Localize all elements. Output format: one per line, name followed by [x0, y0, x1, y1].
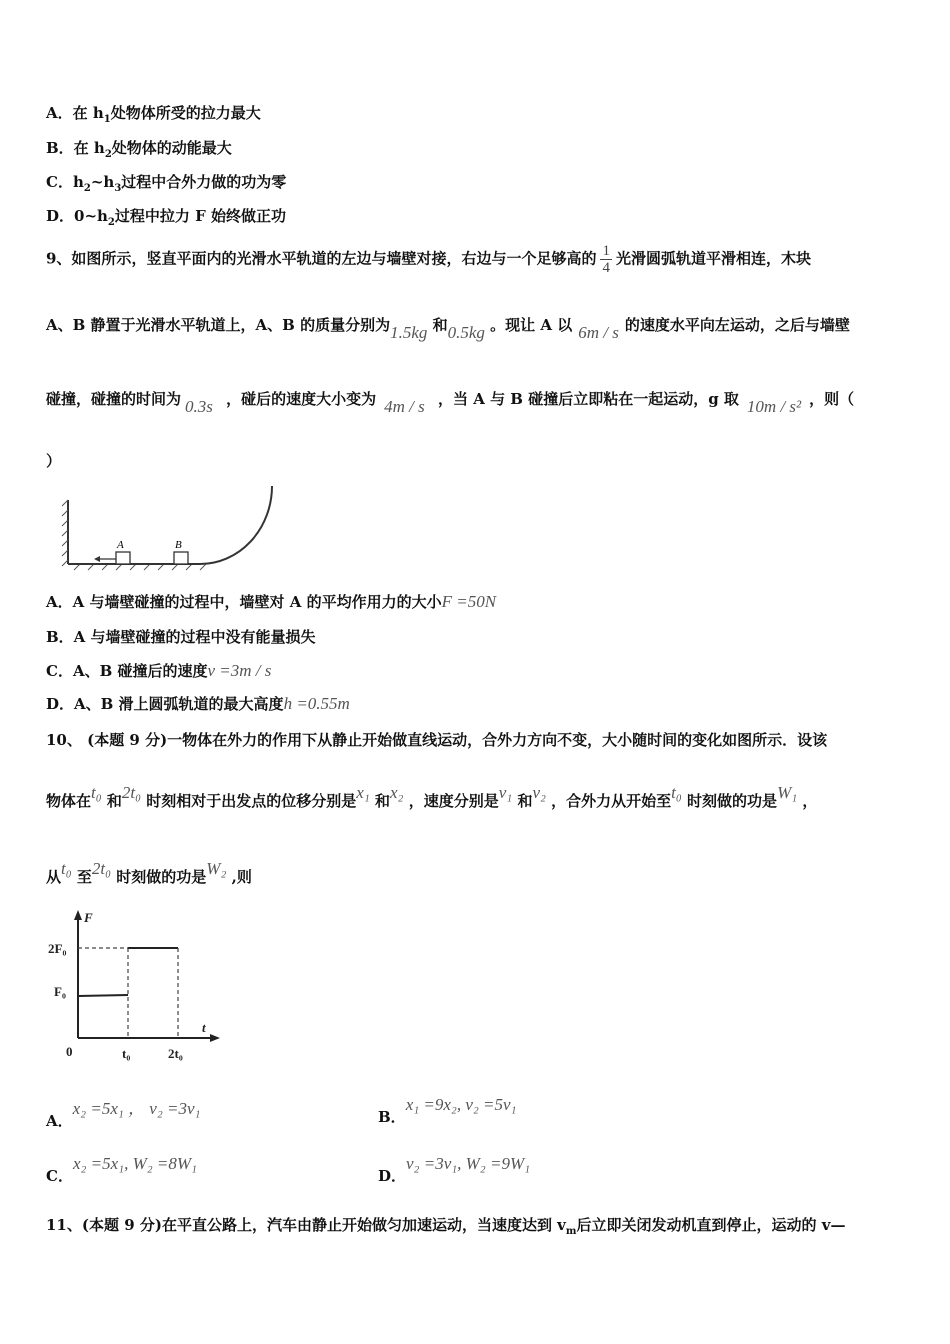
q8-option-a: A．在 $h_1$处物体所受的拉力最大: [46, 104, 261, 125]
track-figure: [60, 482, 280, 572]
block-b: [174, 552, 188, 564]
q8-option-d: D．$0\sim h_2$过程中拉力 F 始终做正功: [46, 207, 286, 228]
svg-text:t: t: [202, 1020, 206, 1035]
q10-option-a: A．x₂ =5x₁ ， v₂ =3v₁: [46, 1099, 201, 1130]
q9-line-4: ）: [46, 452, 62, 470]
q10-option-d: D．v₂ =3v₁, W₂ =9W₁: [378, 1154, 531, 1185]
q9-option-a: A．A 与墙壁碰撞的过程中，墙壁对 A 的平均作用力的大小F =50N: [46, 592, 497, 611]
q8-option-c: C．$h_2\sim h_3$过程中合外力做的功为零: [46, 173, 287, 194]
force-time-graph: [44, 908, 224, 1066]
q9-option-b: B．A 与墙壁碰撞的过程中没有能量损失: [46, 628, 316, 646]
q9-option-d: D．A、B 滑上圆弧轨道的最大高度h =0.55m: [46, 694, 350, 713]
svg-text:t₀: t₀: [122, 1046, 131, 1061]
block-a: [116, 552, 130, 564]
q9-line-2: A、B 静置于光滑水平轨道上，A、B 的质量分别为1.5kg 和0.5kg 。现让 A 以 6m / s 的速度水平向左运动，之后与墙壁: [46, 316, 850, 342]
svg-text:2F₀: 2F₀: [48, 941, 67, 956]
q9-option-c: C．A、B 碰撞后的速度v =3m / s: [46, 661, 272, 680]
q8-option-b: B．在 $h_2$处物体的动能最大: [46, 139, 232, 160]
svg-text:0: 0: [66, 1044, 73, 1059]
quarter-fraction: $\frac{1}{4}$: [602, 243, 610, 276]
q9-line-1: 9、如图所示，竖直平面内的光滑水平轨道的左边与墙壁对接，右边与一个足够高的 $\frac{1}{4}$ 光滑圆弧轨道平滑相连，木块: [46, 243, 811, 276]
q10-option-b: B．x₁ =9x₂, v₂ =5v₁: [378, 1095, 517, 1126]
q10-line-1: 10、 (本题 9 分)一物体在外力的作用下从静止开始做直线运动，合外力方向不变，大小随时间的变化如图所示．设该: [46, 731, 828, 749]
q10-line-2: 物体在t₀ 和2t₀ 时刻相对于出发点的位移分别是x₁ 和x₂ ，速度分别是v₁ 和v₂ ，合外力从开始至t₀ 时刻做的功是W₁ ，: [46, 783, 818, 810]
q10-option-c: C．x₂ =5x₁, W₂ =8W₁: [46, 1154, 197, 1185]
svg-text:A: A: [117, 539, 124, 551]
track-arc: [68, 486, 272, 564]
q11-line-1: 11、(本题 9 分)在平直公路上，汽车由静止开始做匀加速运动，当速度达到 $v_m$后立即关闭发动机直到停止，运动的 v—: [46, 1216, 846, 1237]
q10-line-3: 从t₀ 至2t₀ 时刻做的功是W₂ ,则: [46, 859, 252, 886]
svg-text:B: B: [175, 539, 182, 551]
q9-line-3: 碰撞，碰撞的时间为 0.3s ，碰后的速度大小变为 4m / s ，当 A 与 B 碰撞后立即粘在一起运动，g 取 10m / s² ，则（: [46, 390, 855, 416]
svg-text:F₀: F₀: [54, 984, 66, 999]
svg-text:F: F: [84, 910, 93, 925]
svg-text:2t₀: 2t₀: [168, 1046, 183, 1061]
segment-f0: [78, 995, 128, 996]
